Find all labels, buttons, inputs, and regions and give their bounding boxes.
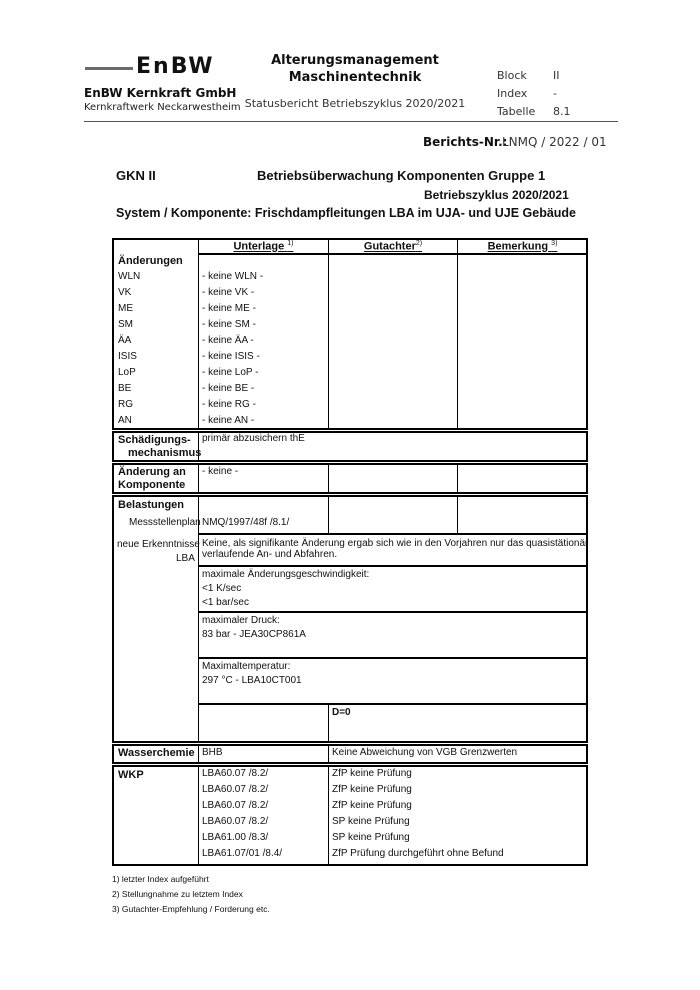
unit-title: GKN II — [116, 168, 156, 183]
change-value: - keine AN - — [202, 415, 255, 426]
col-divider — [328, 745, 329, 763]
report-number-label: Berichts-Nr.: — [423, 135, 508, 149]
change-code: VK — [118, 287, 132, 298]
change-value: - keine VK - — [202, 287, 255, 298]
meta-block-value: II — [553, 69, 560, 82]
wkp-reference: LBA60.07 /8.2/ — [202, 816, 269, 827]
col-unterlage: Unterlage $^{1)}$ — [233, 240, 294, 253]
d-value: D=0 — [332, 707, 351, 718]
temperature-value: 297 °C - LBA10CT001 — [202, 675, 302, 686]
col-divider — [198, 745, 199, 763]
col-divider — [328, 766, 329, 865]
system-title: System / Komponente: Frischdampfleitungen LBA im UJA- und UJE Gebäude — [116, 206, 577, 220]
row-divider — [198, 611, 587, 613]
header-title-1: Alterungsmanagement — [271, 53, 439, 68]
col-bemerkung: Bemerkung $^{3)}$ — [487, 240, 558, 253]
meta-index-label: Index — [497, 87, 528, 100]
wkp-label: WKP — [118, 769, 144, 781]
rate-pressure: <1 bar/sec — [202, 597, 249, 608]
damage-value: primär abzusichern thE — [202, 433, 305, 444]
change-value: - keine ÄA - — [202, 335, 254, 346]
header-rule — [84, 121, 618, 122]
meta-table-label: Tabelle — [497, 105, 536, 118]
wkp-reference: LBA61.07/01 /8.4/ — [202, 848, 283, 859]
temperature-label: Maximaltemperatur: — [202, 661, 291, 672]
row-divider — [198, 533, 587, 535]
water-chemistry-label: Wasserchemie — [118, 747, 195, 759]
change-code: ISIS — [118, 351, 137, 362]
damage-label-2: mechanismus — [128, 447, 202, 459]
header-divider — [198, 253, 587, 255]
wkp-reference: LBA60.07 /8.2/ — [202, 800, 269, 811]
col-gutachter: Gutachter$^{2)}$ — [363, 240, 423, 253]
wkp-result: ZfP keine Prüfung — [332, 800, 412, 811]
wkp-reference: LBA60.07 /8.2/ — [202, 768, 269, 779]
wkp-result: SP keine Prüfung — [332, 816, 410, 827]
wkp-result: ZfP keine Prüfung — [332, 768, 412, 779]
header-subtitle: Statusbericht Betriebszyklus 2020/2021 — [244, 97, 466, 110]
change-code: RG — [118, 399, 133, 410]
pressure-value: 83 bar - JEA30CP861A — [202, 629, 306, 640]
change-code: SM — [118, 319, 133, 330]
measuring-plan-label: Messstellenplan — [129, 517, 201, 528]
wkp-result: ZfP Prüfung durchgeführt ohne Befund — [332, 848, 504, 859]
change-value: - keine LoP - — [202, 367, 259, 378]
enbw-logo: EnBW — [136, 54, 215, 79]
report-heading: Betriebsüberwachung Komponenten Gruppe 1 — [257, 168, 546, 183]
damage-label-1: Schädigungs- — [118, 434, 191, 446]
change-value: - keine BE - — [202, 383, 255, 394]
footnote-2: 2) Stellungnahme zu letztem Index — [112, 889, 243, 899]
change-code: ME — [118, 303, 133, 314]
footnote-3: 3) Gutachter-Empfehlung / Forderung etc. — [112, 904, 270, 914]
change-code: AN — [118, 415, 132, 426]
wkp-result: SP keine Prüfung — [332, 832, 410, 843]
change-value: - keine WLN - — [202, 271, 264, 282]
rate-label: maximale Änderungsgeschwindigkeit: — [202, 569, 370, 580]
company-name: EnBW Kernkraft GmbH — [84, 86, 237, 100]
findings-line-2: verlaufende An- und Abfahren. — [202, 549, 338, 560]
findings-line-1: Keine, als signifikante Änderung ergab sich wie in den Vorjahren nur das quasistätionär — [202, 538, 589, 549]
meta-table-value: 8.1 — [553, 105, 571, 118]
water-chemistry-document: BHB — [202, 747, 223, 758]
rate-temp: <1 K/sec — [202, 583, 242, 594]
report-number-value: LNMQ / 2022 / 01 — [502, 135, 607, 149]
footnote-1: 1) letzter Index aufgeführt — [112, 874, 209, 884]
pressure-label: maximaler Druck: — [202, 615, 280, 626]
col-divider — [457, 496, 458, 533]
change-value: - keine RG - — [202, 399, 256, 410]
wkp-result: ZfP keine Prüfung — [332, 784, 412, 795]
col-divider — [457, 464, 458, 493]
change-value: - keine SM - — [202, 319, 256, 330]
water-chemistry-remark: Keine Abweichung von VGB Grenzwerten — [332, 747, 518, 758]
changes-label: Änderungen — [118, 255, 183, 267]
change-code: ÄA — [118, 335, 132, 346]
col-divider — [198, 464, 199, 493]
logo-line — [85, 67, 133, 70]
header-title-2: Maschinentechnik — [288, 70, 422, 85]
cycle-title: Betriebszyklus 2020/2021 — [424, 188, 569, 202]
change-code: WLN — [118, 271, 141, 282]
row-divider — [198, 703, 587, 705]
plant-name: Kernkraftwerk Neckarwestheim — [84, 102, 241, 113]
component-change-label-2: Komponente — [118, 479, 186, 491]
col-divider — [198, 239, 199, 429]
meta-block-label: Block — [497, 69, 527, 82]
change-code: BE — [118, 383, 132, 394]
wkp-reference: LBA61.00 /8.3/ — [202, 832, 269, 843]
col-divider — [328, 496, 329, 533]
loads-label: Belastungen — [118, 499, 185, 511]
row-divider — [198, 565, 587, 567]
col-divider — [328, 704, 329, 742]
findings-label-1: neue Erkenntnisse — [117, 539, 200, 550]
findings-label-2: LBA — [176, 553, 195, 564]
col-divider — [198, 766, 199, 865]
component-change-label-1: Änderung an — [118, 466, 186, 478]
change-value: - keine ME - — [202, 303, 256, 314]
changes-table — [112, 238, 588, 430]
col-divider — [328, 239, 329, 429]
component-change-value: - keine - — [202, 466, 239, 477]
change-code: LoP — [118, 367, 136, 378]
meta-index-value: - — [553, 87, 557, 100]
wkp-reference: LBA60.07 /8.2/ — [202, 784, 269, 795]
row-divider — [198, 657, 587, 659]
change-value: - keine ISIS - — [202, 351, 260, 362]
col-divider — [328, 464, 329, 493]
col-divider — [457, 239, 458, 429]
measuring-plan-value: NMQ/1997/48f /8.1/ — [202, 517, 290, 528]
